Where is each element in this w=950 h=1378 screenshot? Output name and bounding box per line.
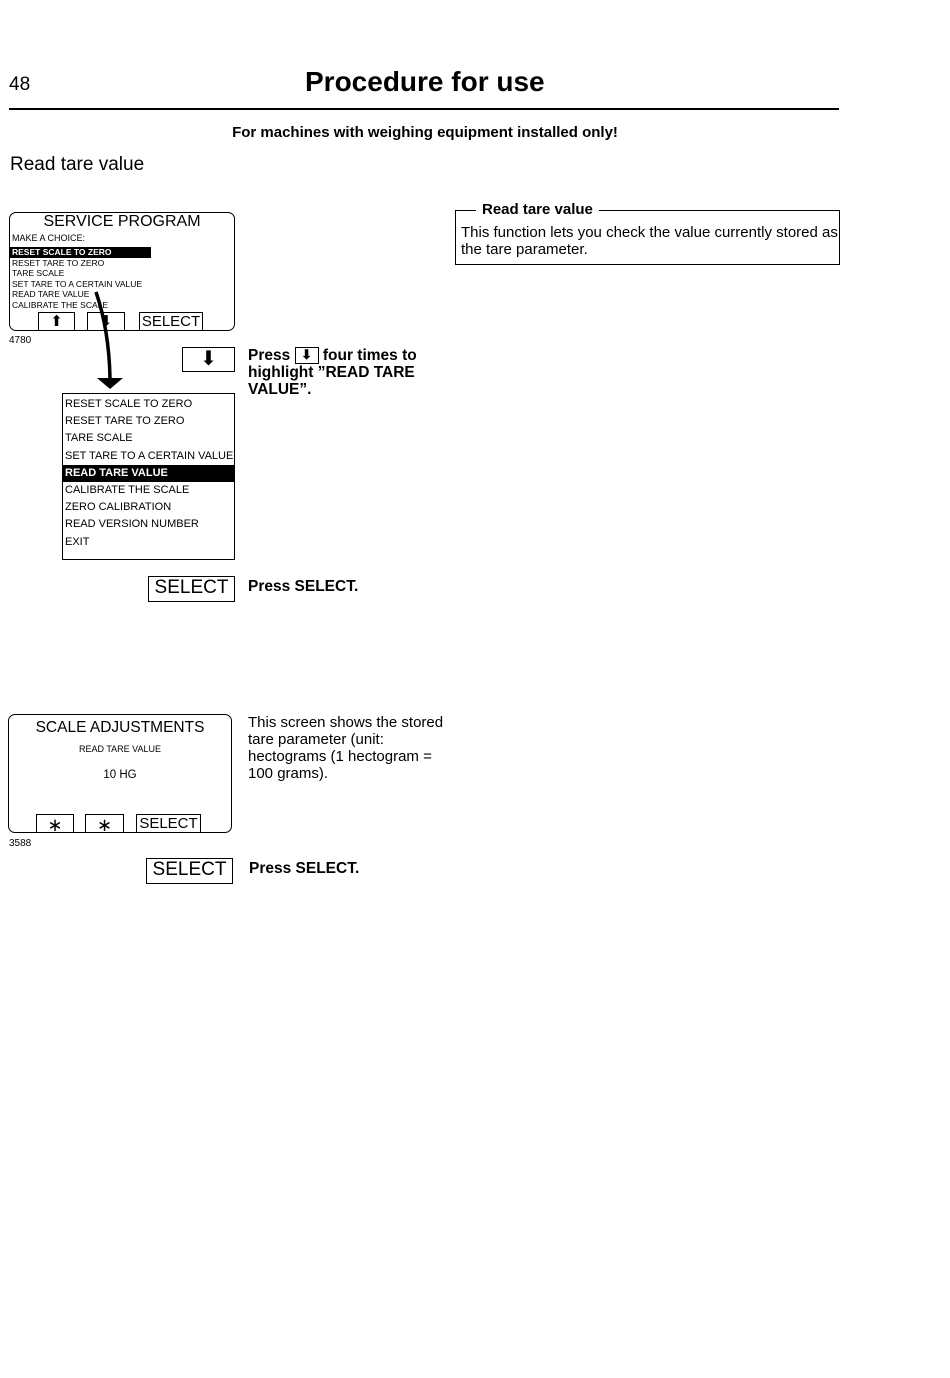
pointer-arrow-icon [0,0,950,400]
menu-item-selected[interactable]: READ TARE VALUE [63,465,234,482]
page-title: Procedure for use [305,66,545,97]
instruction-step-3: This screen shows the stored tare parameter (unit: hectograms (1 hectogram = 100 grams). [248,714,444,782]
down-arrow-icon: ⬇ [295,347,319,364]
menu-item[interactable]: RESET TARE TO ZERO [65,415,185,428]
star-button[interactable] [85,814,124,833]
select-button[interactable]: SELECT [139,312,203,331]
tare-value: 10 HG [103,769,137,781]
menu-item[interactable]: CALIBRATE THE SCALE [65,483,190,496]
screen-title: SERVICE PROGRAM [43,213,201,230]
screen-prompt: MAKE A CHOICE: [12,233,86,243]
menu-item[interactable]: RESET SCALE TO ZERO [65,398,193,410]
instruction-step-2: Press SELECT. [248,578,359,595]
menu-list [62,393,235,560]
menu-item[interactable]: SET TARE TO A CERTAIN VALUE [12,278,143,289]
screen-title: SCALE ADJUSTMENTS [35,719,205,736]
down-arrow-icon: ⬇ [99,313,113,330]
menu-item[interactable]: READ VERSION NUMBER [65,518,199,531]
select-key[interactable]: SELECT [148,576,235,602]
select-button[interactable]: SELECT [136,814,201,833]
info-box-text: This function lets you check the value currently stored as the tare parameter. [461,224,838,258]
figure-number: 3588 [9,838,32,849]
menu-item[interactable]: EXIT [65,535,90,548]
instruction-step-4: Press SELECT. [249,860,360,877]
menu-item[interactable]: SET TARE TO A CERTAIN VALUE [65,449,234,462]
select-key[interactable]: SELECT [146,858,233,884]
menu-item[interactable]: ZERO CALIBRATION [65,501,172,514]
screen-subtitle: READ TARE VALUE [78,744,162,754]
notice-text: For machines with weighing equipment installed only! [232,124,618,141]
menu-item-selected[interactable]: RESET SCALE TO ZERO [10,247,151,258]
up-arrow-button[interactable] [38,312,75,331]
menu-item[interactable]: TARE SCALE [65,432,133,445]
down-arrow-button[interactable] [87,312,125,331]
section-heading: Read tare value [10,154,145,175]
service-menu-list [10,247,151,310]
instruction-step-1: Press ⬇ four times to highlight ”READ TARE VALUE”. [248,347,417,398]
down-arrow-key[interactable]: ⬇ [182,347,235,372]
header-divider [9,108,839,110]
menu-item[interactable]: TARE SCALE [12,268,65,278]
info-box-title: Read tare value [476,201,599,218]
menu-item[interactable]: RESET TARE TO ZERO [12,257,105,268]
figure-number: 4780 [9,335,32,346]
asterisk-icon: ∗ [47,815,63,835]
page-number: 48 [9,74,31,95]
up-arrow-icon: ⬆ [50,313,63,330]
asterisk-icon: ∗ [96,815,113,835]
menu-item[interactable]: READ TARE VALUE [12,289,90,299]
menu-item[interactable]: CALIBRATE THE SCALE [12,299,109,310]
star-button[interactable] [36,814,74,833]
